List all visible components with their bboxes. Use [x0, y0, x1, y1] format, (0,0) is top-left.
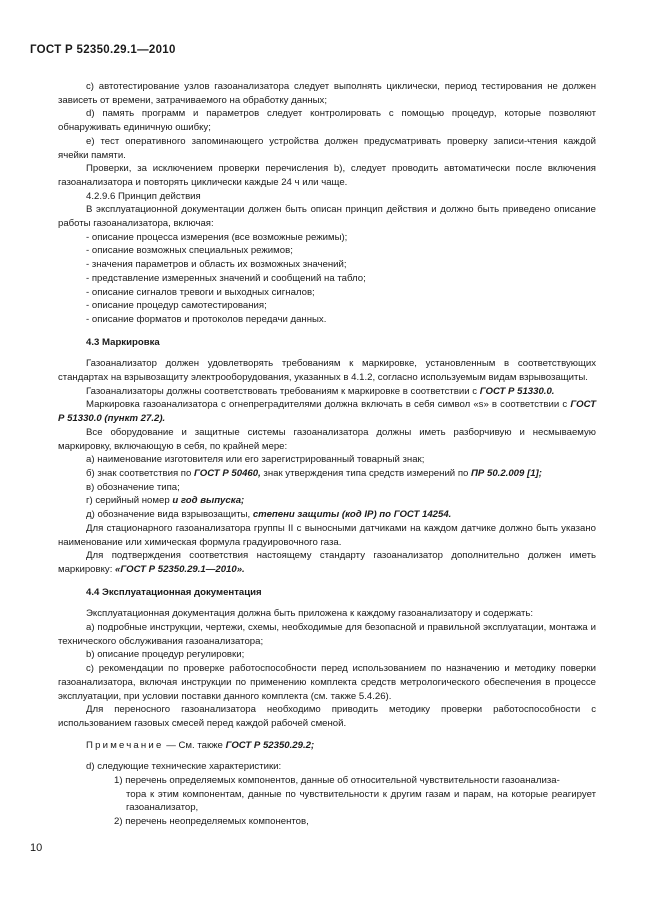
document-body [58, 80, 596, 829]
list-item: - описание процесса измерения (все возможные режимы); [86, 231, 348, 243]
paragraph: Эксплуатационная документация должна быть приложена к каждому газоанализатору и содержать: [86, 608, 534, 620]
emphasis: степени защиты (код IP) по ГОСТ 14254. [252, 509, 452, 521]
paragraph: d) память программ и параметров следует контролировать с помощью процедур, которые позволяют обнаруживать единичную ошибку; [58, 108, 596, 134]
standard-reference: ГОСТ Р 50460, [194, 467, 261, 479]
paragraph: Газоанализаторы должны соответствовать требованиям к маркировке в соответствии с ГОСТ Р 51330.0. [86, 385, 555, 397]
paragraph: Для подтверждения соответствия настоящему стандарту газоанализатор дополнительно должен иметь маркировку: «ГОСТ Р 52350.29.1—2010». [58, 550, 596, 575]
paragraph: с) автотестирование узлов газоанализатора следует выполнять циклически, период тестирования не должен зависеть от времени, затрачиваемого на обработку данных; [58, 81, 596, 106]
list-item: а) наименование изготовителя или его зарегистрированный товарный знак; [86, 454, 425, 466]
list-item: - описание возможных специальных режимов; [86, 245, 293, 257]
paragraph: В эксплуатационной документации должен быть описан принцип действия и должно быть приведено описание работы газоанализатора, включая: [58, 204, 596, 230]
note-label: Примечание [86, 739, 164, 751]
list-item: - описание сигналов тревоги и выходных сигналов; [86, 286, 315, 298]
section-heading-4-3: 4.3 Маркировка [86, 336, 160, 348]
standard-reference: «ГОСТ Р 52350.29.1—2010». [115, 563, 245, 575]
paragraph: Маркировка газоанализатора с огнепреградителями должна включать в себя символ «s» в соответствии с ГОСТ Р 51330.0 (пункт 27.2). [58, 399, 596, 425]
paragraph: Все оборудование и защитные системы газоанализатора должны иметь разборчивую и несмываемую маркировку, включающую в себя, по крайней мере: [58, 426, 596, 452]
section-heading-4-4: 4.4 Эксплуатационная документация [86, 586, 262, 598]
list-item: 2) перечень неопределяемых компонентов, [114, 816, 309, 828]
emphasis: и год выпуска; [172, 495, 245, 507]
standard-reference: ГОСТ Р 52350.29.2; [225, 739, 315, 751]
list-item: - значения параметров и область их возможных значений; [86, 259, 347, 271]
paragraph: d) следующие технические характеристики: [86, 761, 282, 773]
dash-list [58, 231, 596, 327]
list-item: б) знак соответствия по ГОСТ Р 50460, знак утверждения типа средств измерений по ПР 50.2.009 [1]; [86, 467, 542, 479]
list-item: - описание форматов и протоколов передачи данных. [86, 313, 327, 325]
subsection-heading: 4.2.9.6 Принцип действия [86, 190, 201, 202]
list-item: - представление измеренных значений и сообщений на табло; [86, 272, 366, 284]
paragraph: Проверки, за исключением проверки перечисления b), следует проводить автоматически после включения газоанализатора и повторять циклически каждые 24 ч или чаще. [58, 163, 596, 188]
note: Примечание — См. также ГОСТ Р 52350.29.2; [86, 739, 315, 751]
page-number: 10 [30, 842, 43, 854]
paragraph: а) подробные инструкции, чертежи, схемы, необходимые для безопасной и правильной эксплуатации, монтажа и технического обслуживания газоанализатора; [58, 622, 596, 647]
list-item: д) обозначение вида взрывозащиты, степени защиты (код IP) по ГОСТ 14254. [86, 509, 452, 521]
standard-reference: ГОСТ Р 51330.0. [479, 385, 555, 397]
paragraph: Газоанализатор должен удовлетворять требованиям к маркировке, установленным в соответствующих стандартах на взрывозащиту электрооборудования, указанных в 4.1.2, согласно используемым видам взрывозащиты. [58, 358, 596, 384]
list-item: г) серийный номер и год выпуска; [86, 495, 245, 507]
paragraph: Для переносного газоанализатора необходимо приводить методику проверки работоспособности с использованием газовых смесей перед каждой рабочей сменой. [58, 704, 596, 729]
standard-reference: ПР 50.2.009 [1]; [471, 467, 542, 479]
page-header: ГОСТ Р 52350.29.1—2010 [30, 44, 176, 56]
list-item: в) обозначение типа; [86, 481, 180, 493]
paragraph: с) рекомендации по проверке работоспособности перед использованием по назначению и методику поверки газоанализатора, включая инструкции по применению комплекта средств метрологического обеспечения в процессе эксплуатации, при условии поставки данного комплекта (см. также 5.4.26). [58, 663, 596, 702]
paragraph: Для стационарного газоанализатора группы II с выносными датчиками на каждом датчике должно быть указано наименование или химическая формула градуировочного газа. [58, 522, 596, 548]
paragraph: b) описание процедур регулировки; [86, 649, 245, 661]
standard-reference: ГОСТ Р 51330.0 (пункт 27.2). [58, 399, 596, 425]
list-item: 1) перечень определяемых компонентов, данные об относительной чувствительности газоанализа- тора к этим компонентам, данные по чувствительности к другим газам и парам, на которые реагирует газоанализатор, [114, 775, 596, 814]
paragraph: е) тест оперативного запоминающего устройства должен предусматривать проверку записи-чтения каждой ячейки памяти. [58, 135, 596, 161]
list-item: - описание процедур самотестирования; [86, 300, 267, 312]
